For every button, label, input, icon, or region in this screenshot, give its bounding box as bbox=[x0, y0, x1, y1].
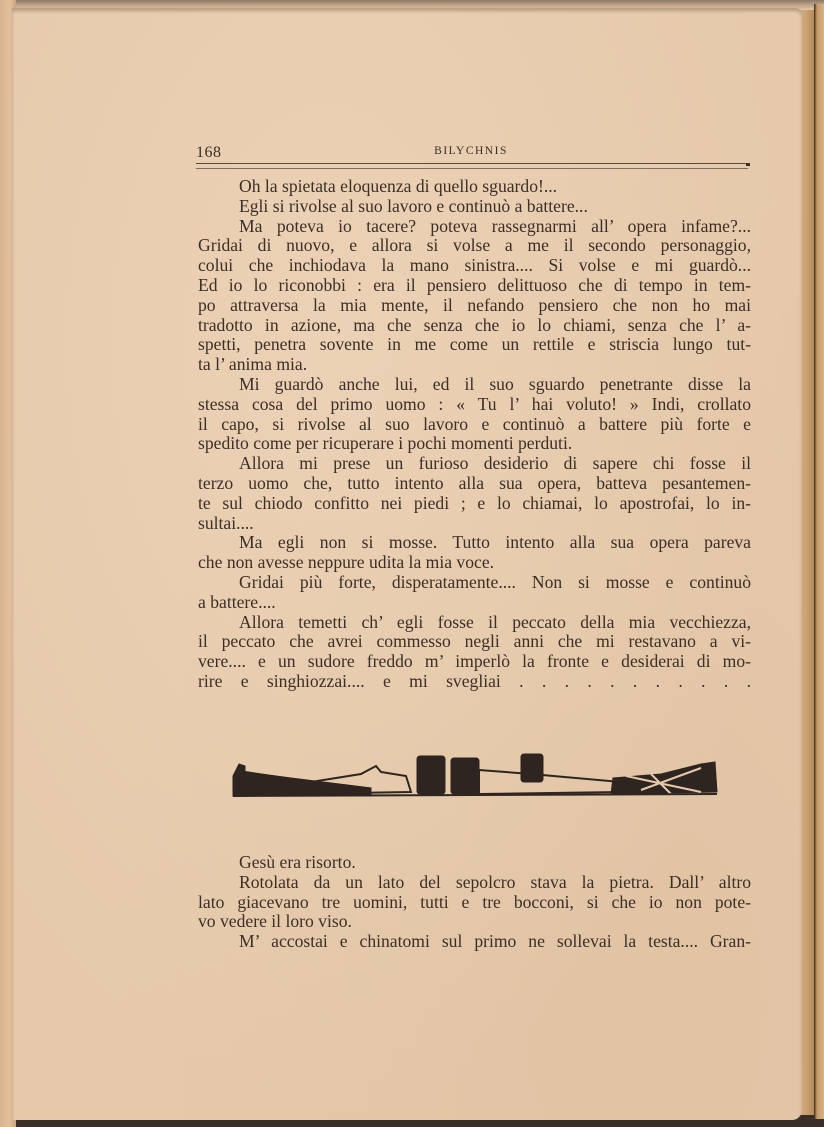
text-line: sultai.... bbox=[198, 512, 254, 533]
text-line: il capo, si rivolse al suo lavoro e continuò a battere più forte e bbox=[198, 413, 751, 434]
text-line: Rotolata da un lato del sepolcro stava la pietra. Dall’ altro bbox=[239, 871, 751, 892]
text-line: Gridai più forte, disperatamente.... Non si mosse e continuò bbox=[239, 571, 751, 592]
text-line: te sul chiodo confitto nei piedi ; e lo chiamai, lo apostrofai, lo in- bbox=[198, 492, 751, 513]
text-line: ta l’ anima mia. bbox=[198, 354, 308, 375]
decorative-vignette-tools bbox=[231, 752, 721, 798]
page-number: 168 bbox=[196, 144, 222, 161]
running-title: BILYCHNIS bbox=[434, 145, 508, 157]
text-line: Ma poteva io tacere? poteva rassegnarmi all’ opera infame?... bbox=[239, 215, 751, 236]
text-line: il peccato che avrei commesso negli anni che mi restavano a vi- bbox=[198, 631, 751, 652]
text-line: spetti, penetra sovente in me come un rettile e striscia lungo tut- bbox=[198, 334, 751, 355]
text-line: spedito come per ricuperare i pochi momenti perduti. bbox=[198, 433, 573, 454]
vignette-block-one bbox=[417, 756, 445, 794]
text-line: Mi guardò anche lui, ed il suo sguardo penetrante disse la bbox=[239, 373, 751, 394]
text-line: Allora temetti ch’ egli fosse il peccato della mia vecchiezza, bbox=[239, 611, 751, 632]
vignette-block-three bbox=[521, 754, 543, 782]
text-line: vo vedere il loro viso. bbox=[198, 911, 352, 932]
text-line: che non avesse neppure udita la mia voce. bbox=[198, 552, 495, 573]
vignette-right-timber bbox=[611, 762, 717, 794]
text-line: Ed io lo riconobbi : era il pensiero delittuoso che di tempo in tem- bbox=[198, 274, 751, 295]
text-line: Egli si rivolse al suo lavoro e continuò a battere... bbox=[239, 195, 588, 216]
text-line: terzo uomo che, tutto intento alla sua opera, batteva pesantemen- bbox=[198, 472, 751, 493]
text-line: M’ accostai e chinatomi sul primo ne sollevai la testa.... Gran- bbox=[239, 931, 751, 952]
header-rule bbox=[196, 163, 748, 169]
text-line: rire e singhiozzai.... e mi svegliai . . . . . . . . . . . bbox=[198, 670, 751, 691]
text-line: Allora mi prese un furioso desiderio di sapere chi fosse il bbox=[239, 453, 751, 474]
text-line: Gridai di nuovo, e allora si volse a me il secondo personaggio, bbox=[198, 235, 751, 256]
text-line: vere.... e un sudore freddo m’ imperlò la fronte e desiderai di mo- bbox=[198, 651, 751, 672]
book-cover-edge bbox=[814, 4, 824, 1119]
text-line: lato giacevano tre uomini, tutti e tre bocconi, si che io non pote- bbox=[198, 891, 751, 912]
body-text-section-one bbox=[198, 177, 751, 692]
text-line: colui che inchiodava la mano sinistra.... Si volse e mi guardò... bbox=[198, 255, 751, 276]
text-line: stessa cosa del primo uomo : « Tu l’ hai voluto! » Indi, crollato bbox=[198, 393, 751, 414]
text-line: a battere.... bbox=[198, 591, 276, 612]
text-line: Ma egli non si mosse. Tutto intento alla sua opera pareva bbox=[239, 532, 751, 553]
text-line: tradotto in azione, ma che senza che io lo chiami, senza che l’ a- bbox=[198, 314, 751, 335]
text-line: Gesù era risorto. bbox=[239, 852, 356, 872]
running-head bbox=[196, 144, 746, 164]
text-line: po attraversa la mia mente, il nefando pensiero che non ho mai bbox=[198, 294, 751, 315]
vignette-block-two bbox=[451, 758, 479, 794]
text-line: Oh la spietata eloquenza di quello sguardo!... bbox=[239, 176, 558, 196]
page-stack-right-edge bbox=[800, 10, 814, 1115]
body-text-section-two bbox=[198, 853, 751, 952]
vignette-center-beam bbox=[479, 770, 621, 794]
